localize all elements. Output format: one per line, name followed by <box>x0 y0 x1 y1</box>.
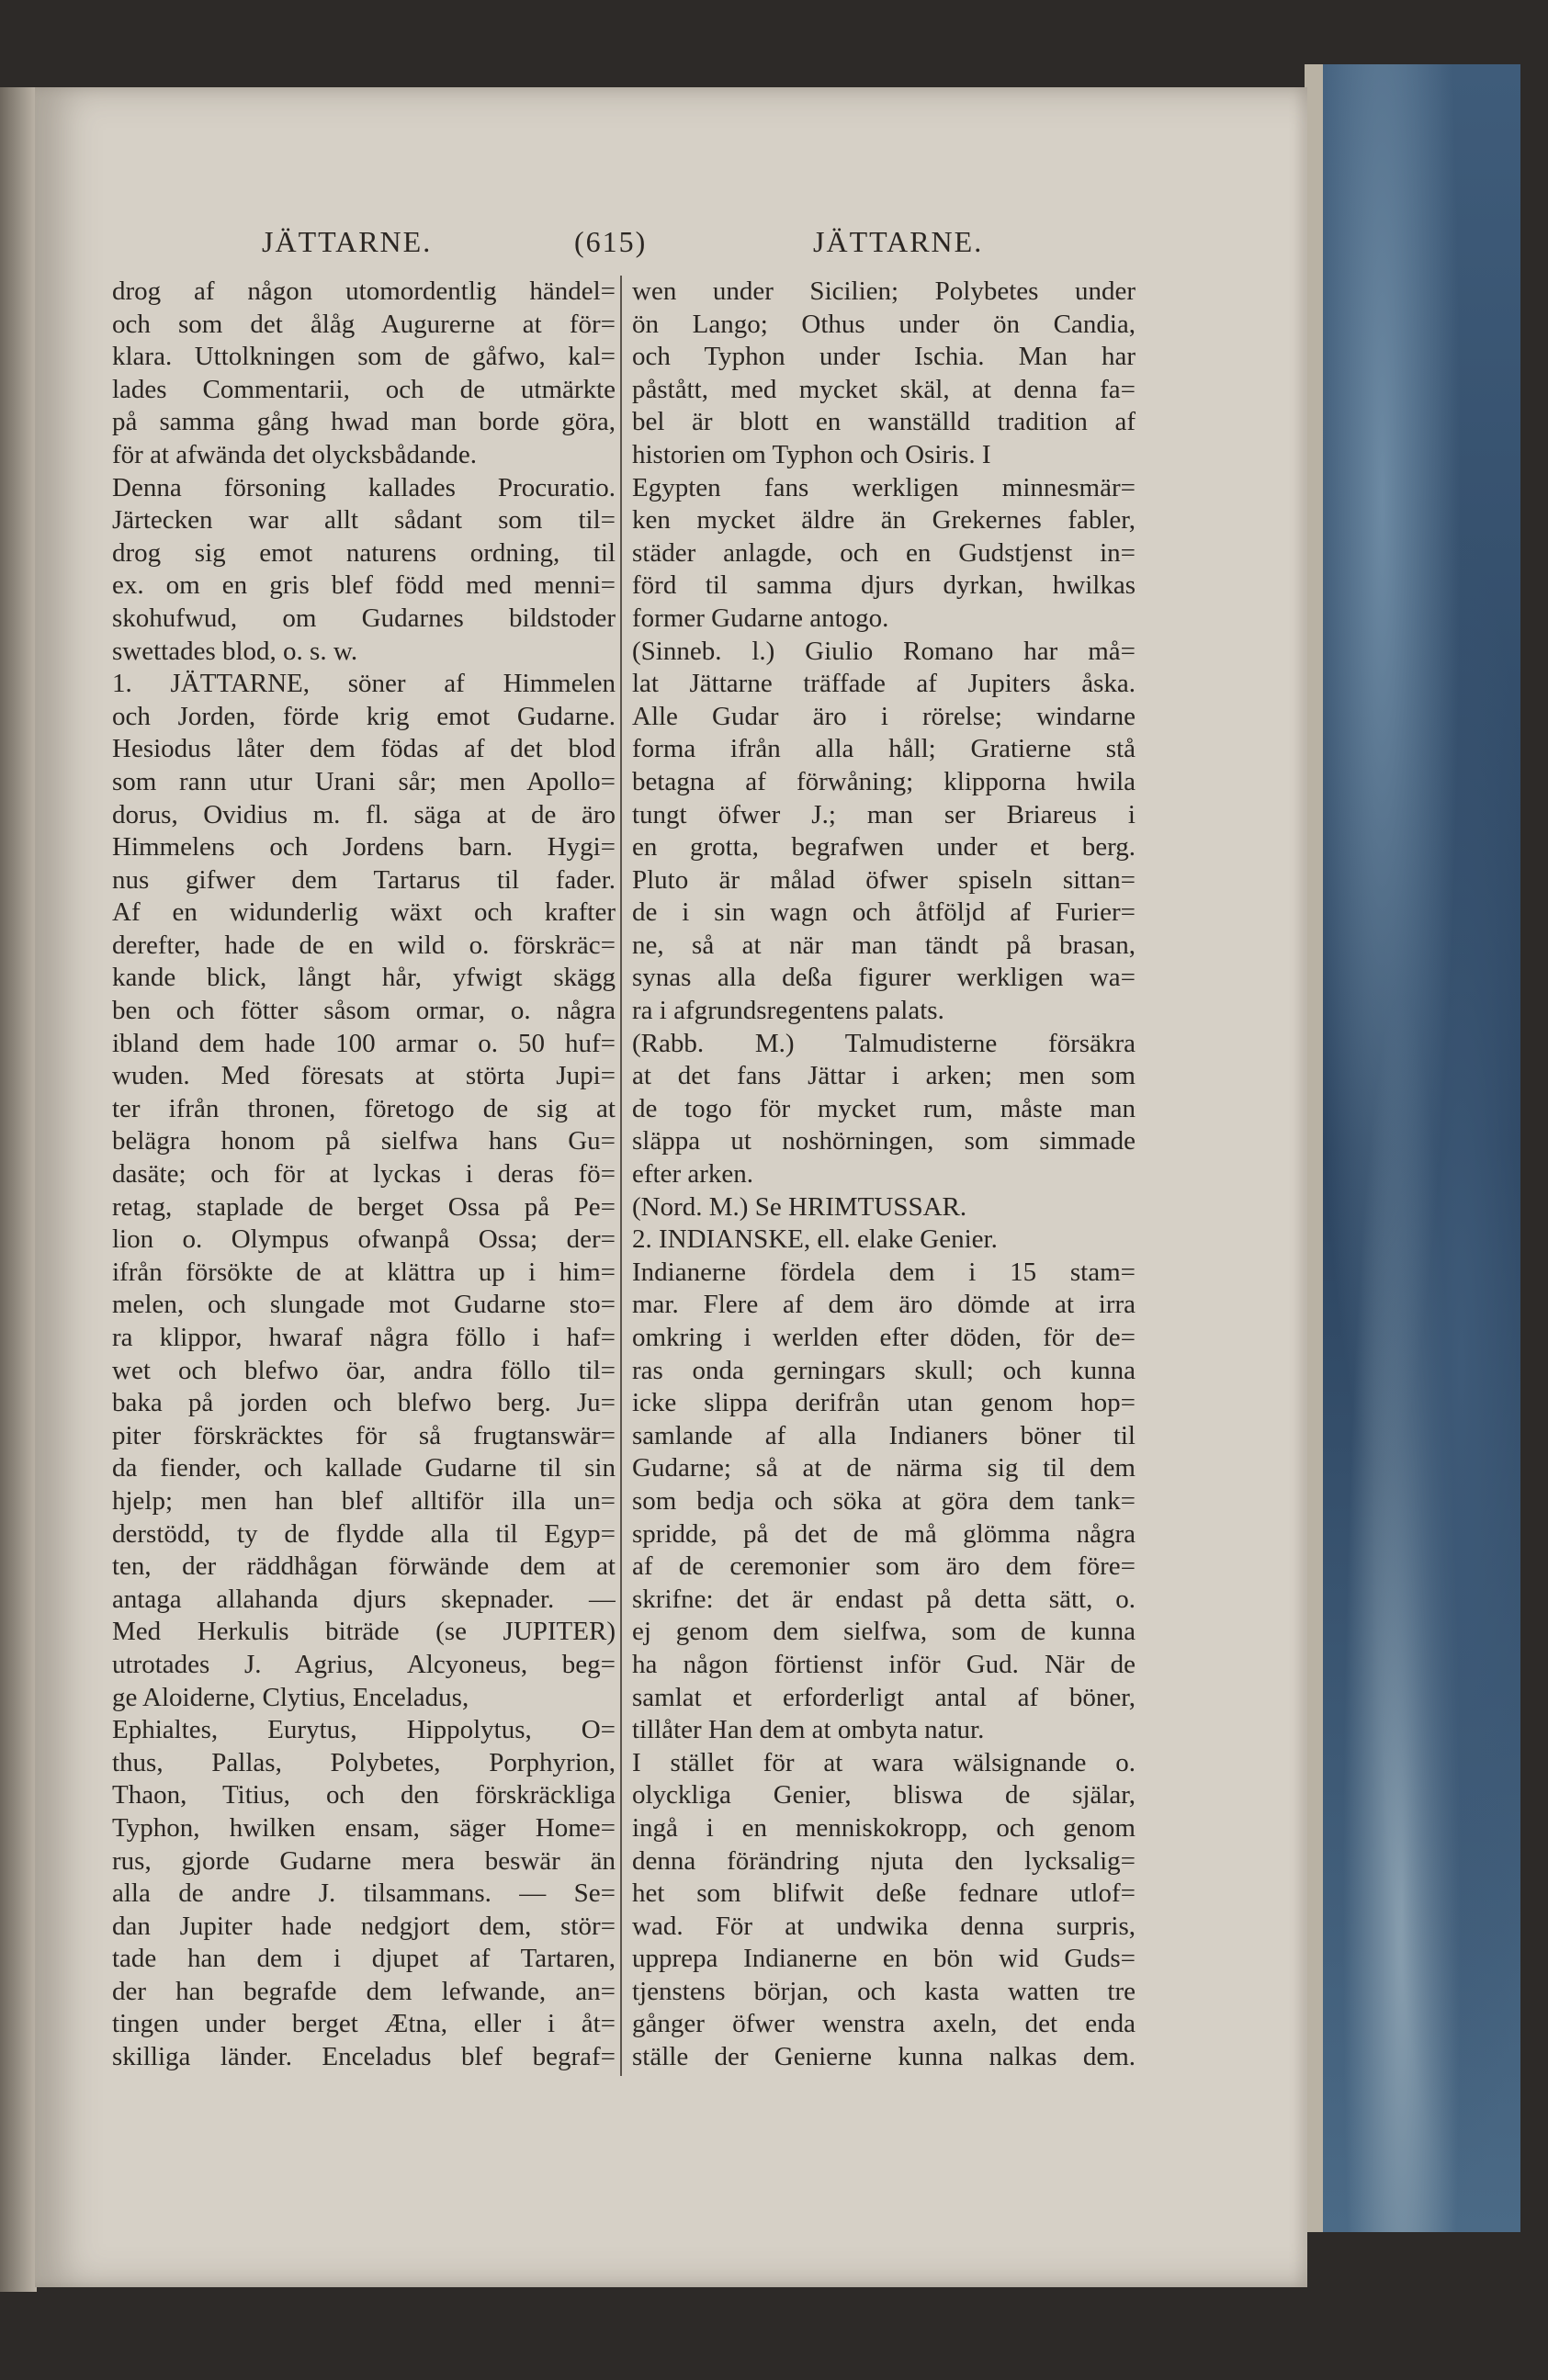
text-line: och Typhon under Ischia. Man har <box>632 342 1136 372</box>
text-line: skohufwud, om Gudarnes bildstoder <box>112 603 616 633</box>
text-line: at det fans Jättar i arken; men som <box>632 1061 1136 1091</box>
text-line: tade han dem i djupet af Tartaren, <box>112 1944 616 1974</box>
text-line: spridde, på det de må glömma några <box>632 1518 1136 1549</box>
text-line: lades Commentarii, och de utmärkte <box>112 374 616 404</box>
text-line: Thaon, Titius, och den förskräckliga <box>112 1780 616 1810</box>
text-line: Ephialtes, Eurytus, Hippolytus, O= <box>112 1715 616 1745</box>
text-line: Hesiodus låter dem födas af det blod <box>112 734 616 764</box>
text-line: ej genom dem sielfwa, som de kunna <box>632 1617 1136 1647</box>
text-line: derefter, hade de en wild o. förskräc= <box>112 930 616 960</box>
text-line: derstödd, ty de flydde alla til Egyp= <box>112 1518 616 1549</box>
text-line: lion o. Olympus ofwanpå Ossa; der= <box>112 1224 616 1255</box>
text-line: retag, staplade de berget Ossa på Pe= <box>112 1191 616 1222</box>
text-line: icke slippa derifrån utan genom hop= <box>632 1388 1136 1418</box>
right-column <box>632 276 1136 2074</box>
text-line: mar. Flere af dem äro dömde at irra <box>632 1290 1136 1320</box>
text-line: rus, gjorde Gudarne mera beswär än <box>112 1845 616 1876</box>
text-line: Pluto är målad öfwer spiseln sittan= <box>632 864 1136 895</box>
text-line: da fiender, och kallade Gudarne til sin <box>112 1453 616 1483</box>
text-line: af de ceremonier som äro dem före= <box>632 1551 1136 1582</box>
text-line: nus gifwer dem Tartarus til fader. <box>112 864 616 895</box>
text-line: ön Lango; Othus under ön Candia, <box>632 309 1136 339</box>
text-line: en grotta, begrafwen under et berg. <box>632 832 1136 863</box>
text-line: Gudarne; så at de närma sig til dem <box>632 1453 1136 1483</box>
text-line: betagna af förwåning; klipporna hwila <box>632 766 1136 796</box>
text-line: tingen under berget Ætna, eller i åt= <box>112 2009 616 2039</box>
text-line: som rann utur Urani sår; men Apollo= <box>112 766 616 796</box>
text-line: Typhon, hwilken ensam, säger Home= <box>112 1812 616 1843</box>
text-line: baka på jorden och blefwo berg. Ju= <box>112 1388 616 1418</box>
running-head-left: JÄTTARNE. <box>262 225 433 258</box>
text-line: Indianerne fördela dem i 15 stam= <box>632 1257 1136 1287</box>
text-line: ter ifrån thronen, företogo de sig at <box>112 1093 616 1123</box>
text-line: het som blifwit deße fednare utlof= <box>632 1878 1136 1909</box>
text-line: der han begrafde dem lefwande, an= <box>112 1976 616 2006</box>
text-line: ifrån försökte de at klättra up i him= <box>112 1257 616 1287</box>
text-line: ha någon förtienst inför Gud. När de <box>632 1649 1136 1679</box>
text-line: samlat et erforderligt antal af böner, <box>632 1682 1136 1712</box>
text-line: drog sig emot naturens ordning, til <box>112 537 616 568</box>
text-line: wad. För at undwika denna surpris, <box>632 1911 1136 1941</box>
text-line: I stället för at wara wälsignande o. <box>632 1747 1136 1777</box>
text-line: samlande af alla Indianers böner til <box>632 1420 1136 1450</box>
page-number: (615) <box>574 225 648 258</box>
text-line: 1. JÄTTARNE, söner af Himmelen <box>112 669 616 699</box>
text-line: historien om Typhon och Osiris. I <box>632 439 991 469</box>
text-line: kande blick, långt hår, yfwigt skägg <box>112 963 616 993</box>
text-line: hjelp; men han blef alltiför illa un= <box>112 1485 616 1516</box>
text-line: utrotades J. Agrius, Alcyoneus, beg= <box>112 1649 616 1679</box>
text-line: melen, och slungade mot Gudarne sto= <box>112 1290 616 1320</box>
text-line: bel är blott en wanställd tradition af <box>632 407 1136 437</box>
text-line: ställe der Genierne kunna nalkas dem. <box>632 2042 1136 2072</box>
text-line: alla de andre J. tilsammans. — Se= <box>112 1878 616 1909</box>
text-line: dan Jupiter hade nedgjort dem, stör= <box>112 1911 616 1941</box>
marbled-cover <box>1323 64 1520 2232</box>
text-line: skilliga länder. Enceladus blef begraf= <box>112 2042 616 2072</box>
text-line: på samma gång hwad man borde göra, <box>112 407 616 437</box>
text-line: som bedja och söka at göra dem tank= <box>632 1485 1136 1516</box>
text-line: (Rabb. M.) Talmudisterne försäkra <box>632 1028 1136 1058</box>
text-line: wet och blefwo öar, andra föllo til= <box>112 1355 616 1385</box>
text-line: ras onda gerningars skull; och kunna <box>632 1355 1136 1385</box>
text-line: Denna försoning kallades Procuratio. <box>112 472 616 502</box>
text-line: ge Aloiderne, Clytius, Enceladus, <box>112 1682 469 1712</box>
text-line: klara. Uttolkningen som de gåfwo, kal= <box>112 342 616 372</box>
text-line: piter förskräcktes för så frugtanswär= <box>112 1420 616 1450</box>
text-line: ex. om en gris blef född med menni= <box>112 570 616 601</box>
text-line: och som det ålåg Augurerne at för= <box>112 309 616 339</box>
text-line: de i sin wagn och åtföljd af Furier= <box>632 897 1136 928</box>
text-line: belägra honom på sielfwa hans Gu= <box>112 1126 616 1156</box>
text-line: swettades blod, o. s. w. <box>112 636 358 666</box>
text-line: släppa ut noshörningen, som simmade <box>632 1126 1136 1156</box>
text-line: upprepa Indianerne en bön wid Guds= <box>632 1944 1136 1974</box>
text-line: ne, så at när man tändt på brasan, <box>632 930 1136 960</box>
text-line: påstått, med mycket skäl, at denna fa= <box>632 374 1136 404</box>
text-line: Järtecken war allt sådant som til= <box>112 505 616 536</box>
text-line: former Gudarne antogo. <box>632 603 889 633</box>
text-line: ibland dem hade 100 armar o. 50 huf= <box>112 1028 616 1058</box>
text-line: städer anlagde, och en Gudstjenst in= <box>632 537 1136 568</box>
text-line: Af en widunderlig wäxt och krafter <box>112 897 616 928</box>
page-stack-edge <box>1305 64 1325 2232</box>
text-line: olyckliga Genier, bliswa de själar, <box>632 1780 1136 1810</box>
text-line: ra i afgrundsregentens palats. <box>632 996 944 1026</box>
text-line: (Nord. M.) Se HRIMTUSSAR. <box>632 1191 967 1222</box>
text-line: förd til samma djurs dyrkan, hwilkas <box>632 570 1136 601</box>
book-binding <box>0 87 37 2292</box>
text-line: antaga allahanda djurs skepnader. — <box>112 1584 616 1614</box>
text-line: 2. INDIANSKE, ell. elake Genier. <box>632 1224 998 1255</box>
text-line: wen under Sicilien; Polybetes under <box>632 276 1136 306</box>
text-line: (Sinneb. l.) Giulio Romano har må= <box>632 636 1136 666</box>
text-line: denna förändring njuta den lycksalig= <box>632 1845 1136 1876</box>
text-line: gånger öfwer wenstra axeln, det enda <box>632 2009 1136 2039</box>
text-line: för at afwända det olycksbådande. <box>112 439 477 469</box>
text-line: lat Jättarne träffade af Jupiters åska. <box>632 669 1136 699</box>
text-line: ingå i en menniskokropp, och genom <box>632 1812 1136 1843</box>
column-rule <box>620 276 622 2076</box>
text-line: ken mycket äldre än Grekernes fabler, <box>632 505 1136 536</box>
text-line: omkring i werlden efter döden, för de= <box>632 1323 1136 1352</box>
text-line: drog af någon utomordentlig händel= <box>112 276 616 306</box>
text-line: Himmelens och Jordens barn. Hygi= <box>112 832 616 863</box>
text-line: dorus, Ovidius m. fl. säga at de äro <box>112 799 616 829</box>
text-line: ben och fötter såsom ormar, o. några <box>112 996 616 1026</box>
text-line: Med Herkulis biträde (se JUPITER) <box>112 1617 616 1647</box>
text-line: wuden. Med föresats at störta Jupi= <box>112 1061 616 1091</box>
text-line: och Jorden, förde krig emot Gudarne. <box>112 701 616 731</box>
text-line: synas alla deßa figurer werkligen wa= <box>632 963 1136 993</box>
text-line: Egypten fans werkligen minnesmär= <box>632 472 1136 502</box>
left-column <box>112 276 616 2074</box>
text-line: efter arken. <box>632 1159 754 1190</box>
text-line: skrifne: det är endast på detta sätt, o. <box>632 1584 1136 1614</box>
text-line: Alle Gudar äro i rörelse; windarne <box>632 701 1136 731</box>
text-line: ra klippor, hwaraf några föllo i haf= <box>112 1323 616 1352</box>
text-line: ten, der räddhågan förwände dem at <box>112 1551 616 1582</box>
running-head-right: JÄTTARNE. <box>813 225 984 258</box>
text-line: tjenstens början, och kasta watten tre <box>632 1976 1136 2006</box>
text-line: de togo för mycket rum, måste man <box>632 1093 1136 1123</box>
text-line: dasäte; och för at lyckas i deras fö= <box>112 1159 616 1190</box>
text-line: thus, Pallas, Polybetes, Porphyrion, <box>112 1747 616 1777</box>
text-line: tungt öfwer J.; man ser Briareus i <box>632 799 1136 829</box>
text-line: tillåter Han dem at ombyta natur. <box>632 1715 985 1745</box>
text-line: forma ifrån alla håll; Gratierne stå <box>632 734 1136 764</box>
